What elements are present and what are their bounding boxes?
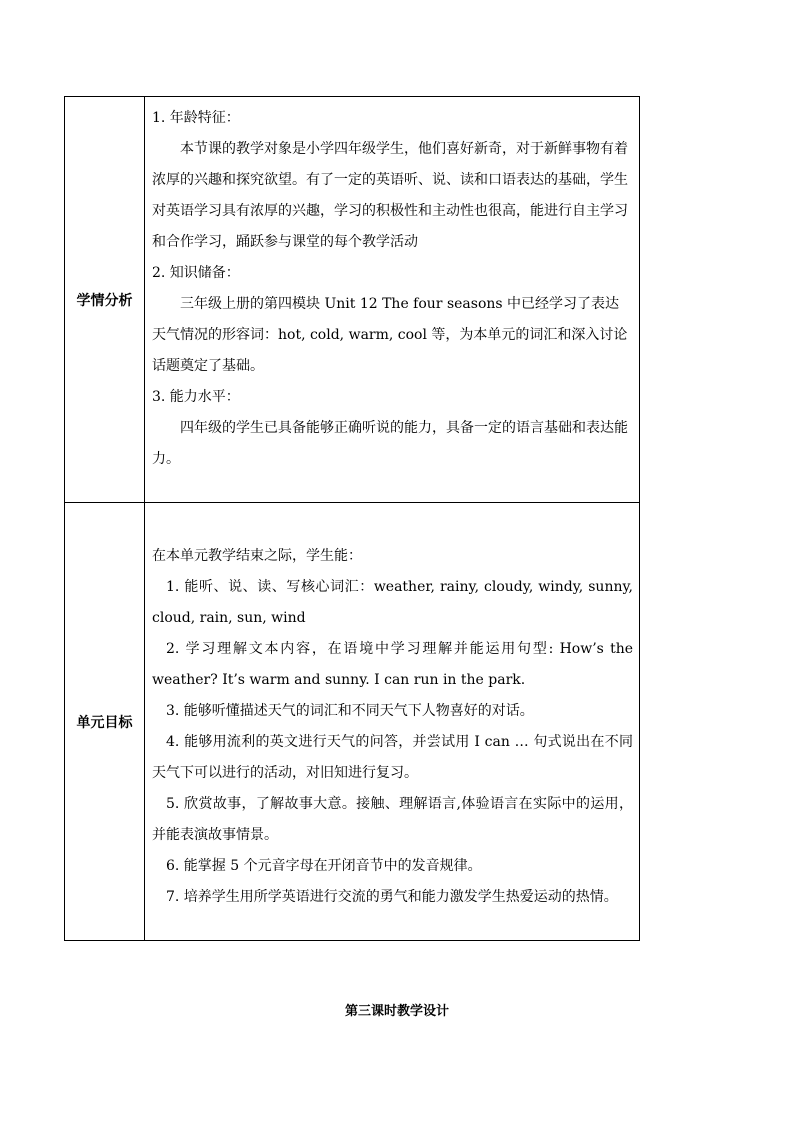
goal-item-1: 1. 能听、说、读、写核心词汇：weather, rainy, cloudy, windy, sunny, cloud, rain, sun, wind [152, 579, 633, 626]
goals-intro: 在本单元教学结束之际，学生能： [152, 548, 362, 564]
analysis-content-cell [145, 97, 640, 503]
age-title: 1. 年龄特征： [152, 110, 240, 126]
goal-item-5: 5. 欣赏故事，了解故事大意。接触、理解语言,体验语言在实际中的运用，并能表演故事情景。 [152, 796, 633, 843]
goal-item-6: 6. 能掌握 5 个元音字母在开闭音节中的发音规律。 [166, 858, 482, 874]
knowledge-title: 2. 知识储备： [152, 265, 240, 281]
goals-label: 单元目标 [65, 503, 145, 941]
goal-item-3: 3. 能够听懂描述天气的词汇和不同天气下人物喜好的对话。 [166, 703, 534, 719]
goal-item-4: 4. 能够用流利的英文进行天气的问答，并尝试用 I can … 句式说出在不同天气下可以进行的活动，对旧知进行复习。 [152, 734, 633, 781]
goal-item-7: 7. 培养学生用所学英语进行交流的勇气和能力激发学生热爱运动的热情。 [166, 889, 618, 905]
analysis-row [65, 97, 640, 503]
section-title: 第三课时教学设计 [344, 1004, 449, 1019]
ability-text: 四年级的学生已具备能够正确听说的能力，具备一定的语言基础和表达能力。 [152, 420, 628, 467]
analysis-label: 学情分析 [65, 97, 145, 503]
goals-row [65, 503, 640, 941]
goal-item-2: 2. 学习理解文本内容，在语境中学习理解并能运用句型: How’s the weather? It’s warm and sunny. I can run in the park. [152, 641, 633, 688]
ability-title: 3. 能力水平： [152, 389, 240, 405]
age-text: 本节课的教学对象是小学四年级学生，他们喜好新奇，对于新鲜事物有着浓厚的兴趣和探究欲望。有了一定的英语听、说、读和口语表达的基础，学生对英语学习具有浓厚的兴趣，学习的积极性和主动性也很高，能进行自主学习和合作学习，踊跃参与课堂的每个教学活动 [152, 141, 628, 250]
knowledge-text: 三年级上册的第四模块 Unit 12 The four seasons 中已经学习了表达天气情况的形容词：hot, cold, warm, cool 等，为本单元的词汇和深入讨论话题奠定了基础。 [152, 296, 628, 374]
lesson-plan-table [64, 96, 640, 941]
goals-content-cell [145, 503, 640, 941]
